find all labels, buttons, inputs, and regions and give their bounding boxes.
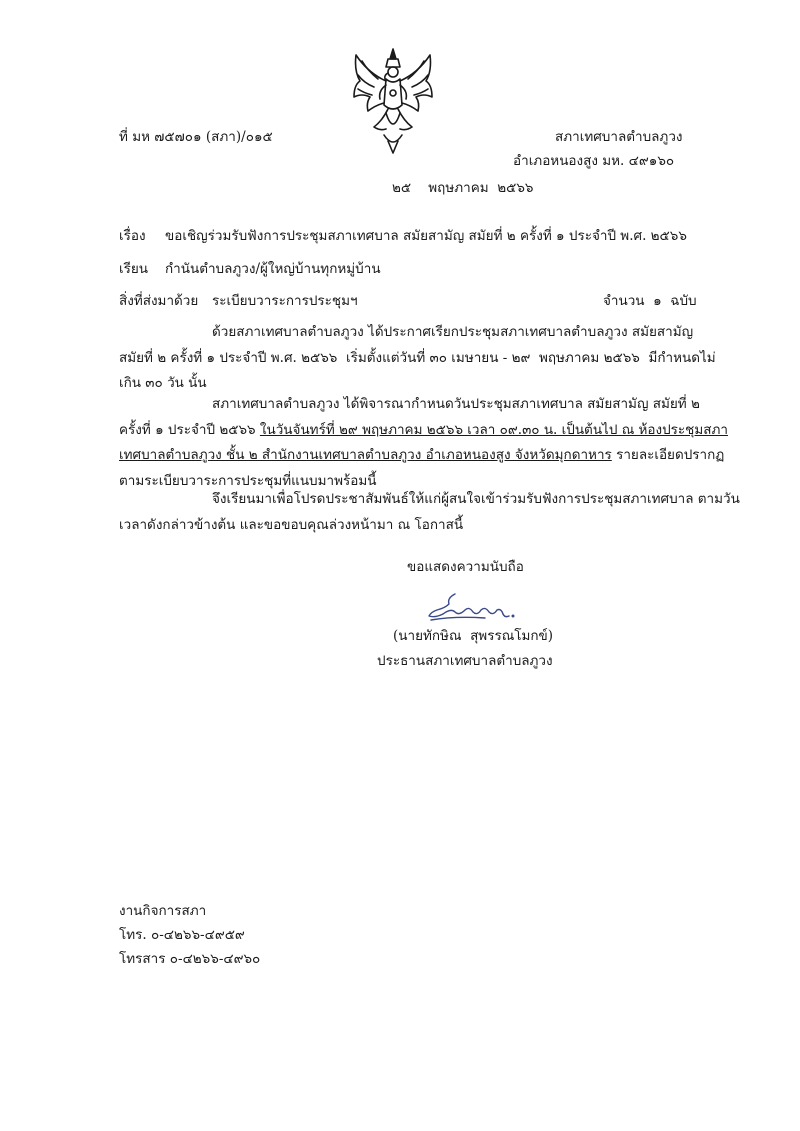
reference-number: ที่ มห ๗๕๗๐๑ (สภา)/๐๑๕ (119, 129, 273, 145)
enclosure-count: จำนวน ๑ ฉบับ (603, 293, 697, 309)
subject-label: เรื่อง (119, 228, 146, 244)
organization-address: อำเภอหนองสูง มห. ๔๙๑๖๐ (513, 153, 675, 169)
paragraph-2-line: สภาเทศบาลตำบลภูวง ได้พิจารณากำหนดวันประชุมสภาเทศบาล สมัยสามัญ สมัยที่ ๒ (212, 396, 700, 412)
organization-name: สภาเทศบาลตำบลภูวง (555, 129, 683, 145)
enclosure-label: สิ่งที่ส่งมาด้วย (119, 293, 199, 309)
paragraph-3-line: เวลาดังกล่าวข้างต้น และขอขอบคุณล่วงหน้ามา ณ โอกาสนี้ (119, 516, 464, 533)
garuda-emblem-icon (348, 45, 438, 155)
paragraph-2-text: ครั้งที่ ๑ ประจำปี ๒๕๖๖ (119, 421, 260, 438)
paragraph-1-line: ด้วยสภาเทศบาลตำบลภูวง ได้ประกาศเรียกประชุมสภาเทศบาลตำบลภูวง สมัยสามัญ (212, 324, 694, 340)
footer-department: งานกิจการสภา (119, 903, 207, 919)
footer-tel: โทร. ๐-๔๒๖๖-๔๙๕๙ (119, 927, 245, 943)
signer-position: ประธานสภาเทศบาลตำบลภูวง (377, 653, 553, 669)
closing-salutation: ขอแสดงความนับถือ (407, 559, 524, 575)
meeting-location-underlined: เทศบาลตำบลภูวง ชั้น ๒ สำนักงานเทศบาลตำบลภูวง อำเภอหนองสูง จังหวัดมุกดาหาร (119, 447, 612, 463)
letter-date: ๒๕ พฤษภาคม ๒๕๖๖ (392, 180, 534, 196)
enclosure-text: ระเบียบวาระการประชุมฯ (212, 293, 358, 309)
subject-text: ขอเชิญร่วมรับฟังการประชุมสภาเทศบาล สมัยสามัญ สมัยที่ ๒ ครั้งที่ ๑ ประจำปี พ.ศ. ๒๕๖๖ (165, 228, 687, 244)
paragraph-2-line: ตามระเบียบวาระการประชุมที่แนบมาพร้อมนี้ (119, 472, 377, 489)
signer-name: (นายทักษิณ สุพรรณโมกข์) (393, 628, 554, 644)
body-paragraph-2 (119, 392, 728, 494)
signature-icon (425, 590, 525, 626)
body-paragraph-1 (119, 320, 716, 397)
footer-fax: โทรสาร ๐-๔๒๖๖-๔๙๖๐ (119, 951, 261, 967)
recipient-label: เรียน (119, 261, 149, 277)
paragraph-1-line: เกิน ๓๐ วัน นั้น (119, 375, 207, 391)
body-paragraph-3 (119, 487, 740, 538)
paragraph-2-text: รายละเอียดปรากฏ (611, 447, 725, 463)
paragraph-1-line: สมัยที่ ๒ ครั้งที่ ๑ ประจำปี พ.ศ. ๒๕๖๖ เริ่มตั้งแต่วันที่ ๓๐ เมษายน - ๒๙ พฤษภาคม ๒๕๖๖ มีกำหนดไม่ (119, 349, 716, 366)
recipient-text: กำนันตำบลภูวง/ผู้ใหญ่บ้านทุกหมู่บ้าน (165, 261, 381, 277)
paragraph-3-line: จึงเรียนมาเพื่อโปรดประชาสัมพันธ์ให้แก่ผู้สนใจเข้าร่วมรับฟังการประชุมสภาเทศบาล ตามวัน (212, 491, 740, 507)
meeting-datetime-underlined: ในวันจันทร์ที่ ๒๙ พฤษภาคม ๒๕๖๖ เวลา ๐๙.๓๐ น. เป็นต้นไป ณ ห้องประชุมสภา (259, 421, 728, 438)
